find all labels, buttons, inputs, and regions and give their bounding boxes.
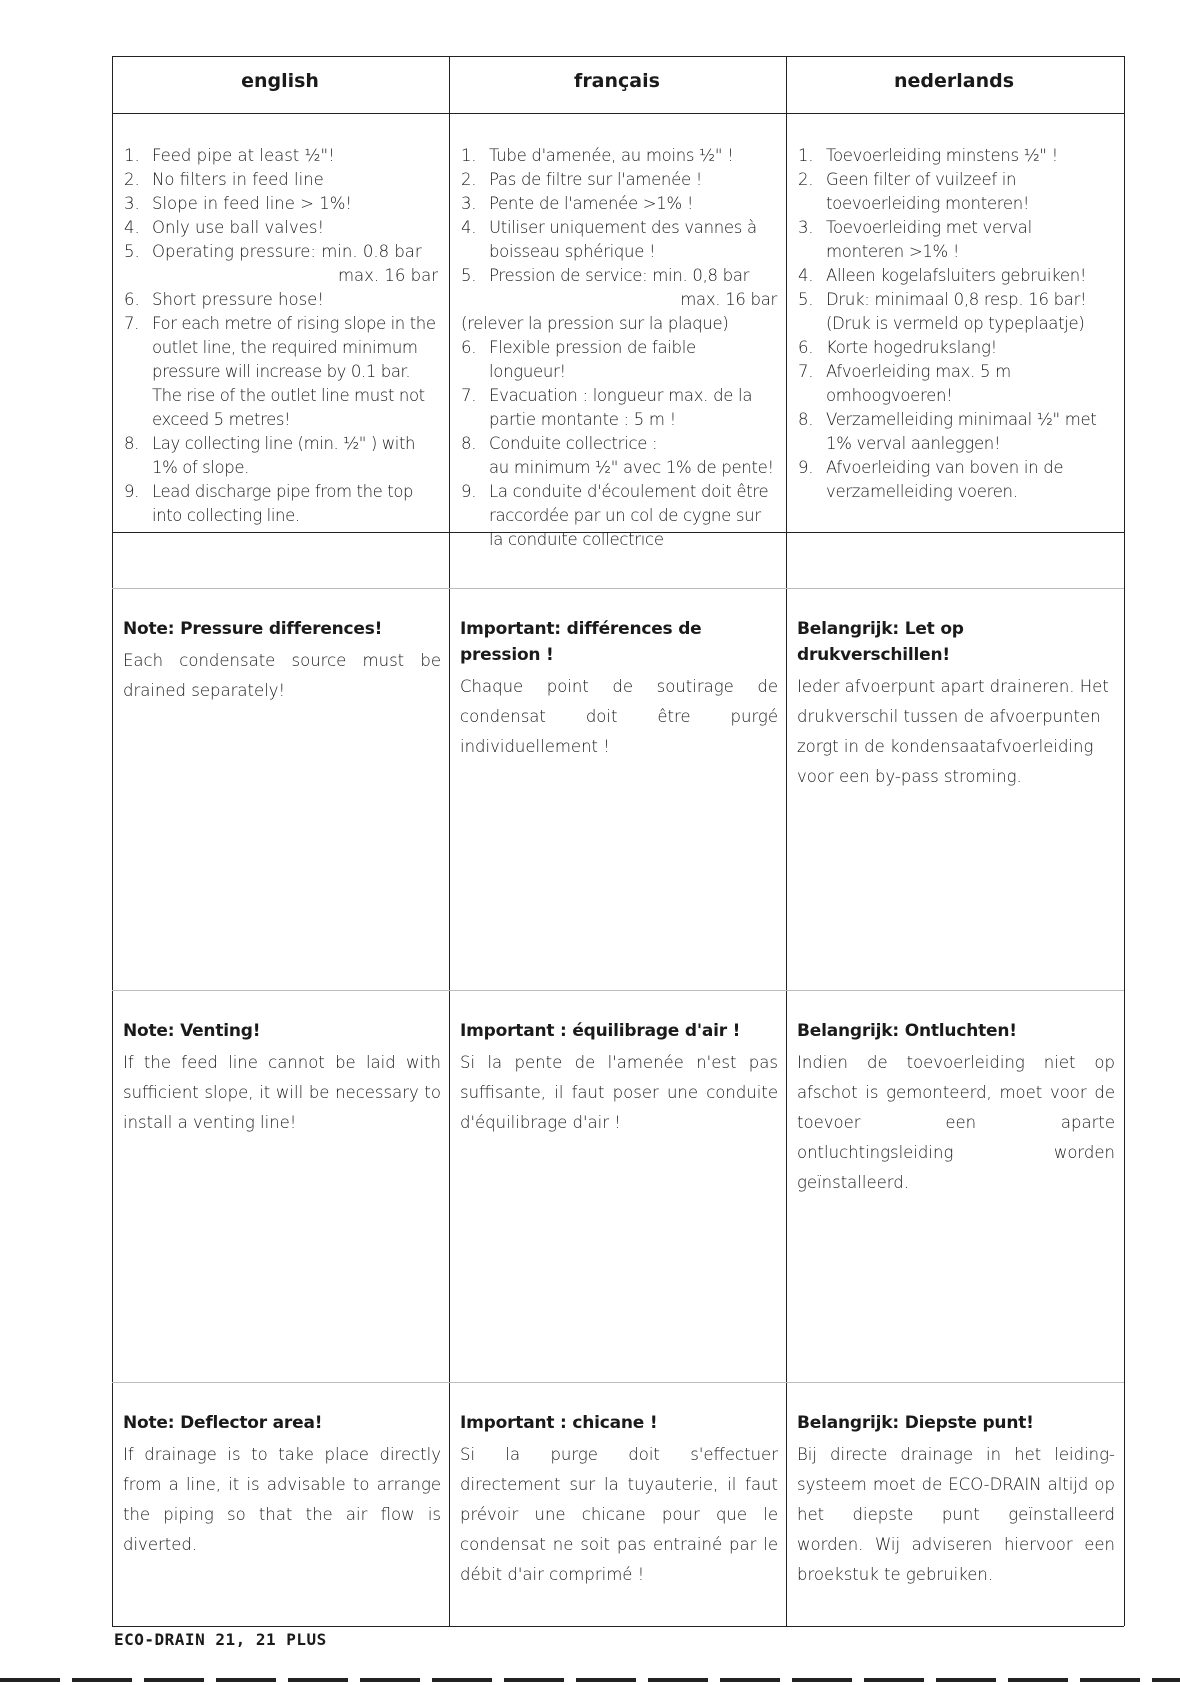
list-item: 9. Afvoerleiding van boven in de verzamelleiding voeren. (798, 458, 1064, 501)
instruction-list-english (124, 144, 438, 528)
note-pressure-francais: Important: différences de pression ! Chaque point de soutirage de condensat doit être purgé individuellement ! (460, 619, 778, 756)
note-venting-francais: Important : équilibrage d'air ! Si la pente de l'amenée n'est pas suffisante, il faut poser une conduite d'équilibrage d'air ! (460, 1021, 778, 1132)
note-pressure-english: Note: Pressure differences! Each condensate source must be drained separately! (123, 619, 441, 700)
list-item: 5. Pression de service: min. 0,8 bar max. 16 bar (461, 266, 777, 309)
list-item: 4. Alleen kogelafsluiters gebruiken! (798, 266, 1087, 285)
list-item: 3. Toevoerleiding met verval monteren >1% ! (798, 218, 1032, 261)
list-item: 3. Slope in feed line > 1%! (124, 194, 353, 213)
instruction-list-nederlands (798, 144, 1114, 504)
list-item: 6. Korte hogedrukslang! (798, 338, 997, 357)
row-divider (112, 990, 1124, 991)
note-pressure-nederlands: Belangrijk: Let op drukverschillen! Ieder afvoerpunt apart draineren. Het drukverschil tussen de afvoerpunten zorgt in de kondensaatafvoerleiding voor een by-pass stroming. (797, 619, 1109, 786)
note-deflector-nederlands: Belangrijk: Diepste punt! Bij directe drainage in het leiding-systeem moet de ECO-DRAIN altijd op het diepste punt geïnstalleerd worden. Wij adviseren hiervoor een broekstuk te gebruiken. (797, 1413, 1115, 1584)
list-item: 1. Feed pipe at least ½"! (124, 146, 335, 165)
list-item: 8. Conduite collectrice : au minimum ½" avec 1% de pente! (461, 434, 774, 477)
list-item: (relever la pression sur la plaque) (461, 314, 729, 333)
row-divider (112, 588, 1124, 589)
column-divider (449, 56, 450, 1626)
list-item: 8. Verzamelleiding minimaal ½" met 1% verval aanleggen! (798, 410, 1097, 453)
list-item: 6. Flexible pression de faible longueur! (461, 338, 696, 381)
table-border-bottom (112, 1626, 1124, 1627)
note-venting-english: Note: Venting! If the feed line cannot be laid with sufficient slope, it will be necessary to install a venting line! (123, 1021, 441, 1132)
list-item: 5. Druk: minimaal 0,8 resp. 16 bar! (Druk is vermeld op typeplaatje) (798, 290, 1087, 333)
list-item: 2. No filters in feed line (124, 170, 324, 189)
list-item: 4. Only use ball valves! (124, 218, 325, 237)
column-header-english: english (241, 70, 319, 92)
list-item: 9. La conduite d'écoulement doit être raccordée par un col de cygne sur la conduite collectrice (461, 482, 769, 549)
table-border-top (112, 56, 1124, 57)
list-item: 5. Operating pressure: min. 0.8 bar max. 16 bar (124, 242, 438, 285)
column-header-nederlands: nederlands (893, 70, 1015, 92)
column-header-francais: français (574, 70, 660, 92)
list-item: 4. Utiliser uniquement des vannes à boisseau sphérique ! (461, 218, 757, 261)
footer-dashed-rule (0, 1678, 1180, 1682)
list-item: 7. Afvoerleiding max. 5 m omhoogvoeren! (798, 362, 1011, 405)
header-divider (112, 113, 1124, 114)
row-divider (112, 1382, 1124, 1383)
table-border-right (1124, 56, 1125, 1626)
note-deflector-francais: Important : chicane ! Si la purge doit s'effectuer directement sur la tuyauterie, il faut prévoir une chicane pour que le condensat ne soit pas entrainé par le débit d'air comprimé ! (460, 1413, 778, 1584)
list-item: 6. Short pressure hose! (124, 290, 324, 309)
list-item: 1. Toevoerleiding minstens ½" ! (798, 146, 1058, 165)
list-item: 2. Geen filter of vuilzeef in toevoerleiding monteren! (798, 170, 1030, 213)
list-item: 7. Evacuation : longueur max. de la partie montante : 5 m ! (461, 386, 753, 429)
list-item: 2. Pas de filtre sur l'amenée ! (461, 170, 703, 189)
footer-product-title: ECO-DRAIN 21, 21 PLUS (114, 1630, 327, 1649)
list-item: 7. For each metre of rising slope in the outlet line, the required minimum pressure will increase by 0.1 bar. The rise of the outlet line must not exceed 5 metres! (124, 314, 436, 429)
list-item: 3. Pente de l'amenée >1% ! (461, 194, 694, 213)
list-item: 8. Lay collecting line (min. ½" ) with 1% of slope. (124, 434, 416, 477)
list-item: 1. Tube d'amenée, au moins ½" ! (461, 146, 734, 165)
column-divider (786, 56, 787, 1626)
list-item: 9. Lead discharge pipe from the top into collecting line. (124, 482, 414, 525)
table-border-left (112, 56, 113, 1626)
instruction-list-francais (461, 144, 777, 552)
note-deflector-english: Note: Deflector area! If drainage is to take place directly from a line, it is advisable to arrange the piping so that the air flow is diverted. (123, 1413, 441, 1554)
note-venting-nederlands: Belangrijk: Ontluchten! Indien de toevoerleiding niet op afschot is gemonteerd, moet voor de toevoer een aparte ontluchtingsleiding worden geïnstalleerd. (797, 1021, 1115, 1192)
